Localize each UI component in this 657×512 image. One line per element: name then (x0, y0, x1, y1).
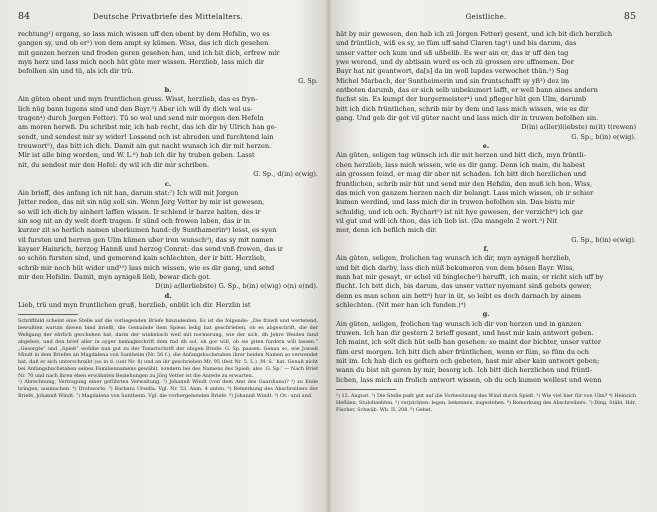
text-line: vil gut und will ich thon, das ich lieb ist. (Da mangeln 2 wort.⁵) Nit (336, 216, 558, 225)
footnote: ¹) 12. August. ²) Die Stelle paßt gut auf die Vorbesitzung des Wind durch Spieß. ³) Wie viel hier für von Ulm? ⁴) Heinrich Hefhlen, Stubdiaebten. ⁵) verjzichten: legen, bekennen, zugestehen. ⁶) Bemerkung des Abschreibers. ⁷) Ding. Stäbl, Hdr. Fischer, Schwäb. Wb. II, 208. ⁸) Gebet. (336, 393, 636, 413)
text-line: Ain güten, seligen, frolichen tag wunsch ich dir, myn aynigeß herzlieb, (336, 254, 571, 263)
text-line: das mich von ganzem herzen nach dir belangt. Lass mich wissen, ob ir schier (336, 188, 594, 197)
text-line: truwen. Ich han dir gestern 2 brieff gesant, und hast mir kain antwort geben. (336, 329, 594, 337)
right-footnote-divider (336, 389, 396, 390)
signature: D(in) a(llerliebste) G. Sp., b(in) e(wig) o(n) e(nd). (155, 282, 318, 291)
text-line: tragen⁴) durch Jorgen Fetter). Tü so wol und send mir morgen den Hefeln (18, 114, 264, 123)
letter-label: b. (164, 86, 172, 95)
text-line: lich nüg bann lugens sind und den Bayr.³) Aber ich will dy dich wol us- (18, 104, 253, 113)
signature: G. Sp. (298, 76, 318, 85)
letter-label: f. (483, 244, 489, 253)
text-line: Ain güten, seligen tag wünsch ich dir mit herzen und bitt dich, myn früntli- (336, 151, 586, 160)
text-line: Mir ist alle bing worden, und W. L.⁶) hab ich dir hy truben geben. Lasst (18, 151, 255, 160)
text-line: mir den Hefslin. Damit, myn aynigeß lieb, bewar dich got. (18, 272, 211, 281)
text-line: myn herz und lass mich noch hüt güte mer wissen. Herzlieb, lass mich dir (18, 58, 265, 67)
text-line: ywe werend, und dy abtissin wurd es och zü grossen ere uffnemen. Der (336, 58, 574, 67)
text-line: rechtung¹) ergang, so lass mich wissen uff den obent by dem Hefslin, wo es (18, 30, 270, 38)
right-running-title: Geistliche. (465, 12, 507, 21)
text-line: ain grossen feind, er mag dir aber nit schaden. Ich bitt dich herzlichen und (336, 170, 587, 179)
text-line: und bit dich darby, lass dich nüß bekumeren von dem bösen Bayr. Wiss, (336, 263, 575, 272)
text-line: Ain güten, seligen, frolichen tag wunsch ich dir von herzen und in ganzen (336, 319, 582, 328)
right-page (336, 10, 636, 502)
left-page-number: 84 (18, 11, 31, 22)
text-line: sin sog nit an dy welt dorft tragen. Ir sünd och frowen laben, das ir in (18, 216, 250, 225)
letter-label: d. (164, 291, 172, 300)
text-line: mit ganzen herzen und froden geren gesehen han, und ich bit dich, erfrew mir (18, 48, 280, 57)
text-line: Jetter reden, das nit sin nüg soll sin. Wenn Jerg Vetter by mir ist gewesen, (18, 198, 265, 207)
signature: G. Sp., b(in) e(wig). (571, 132, 636, 141)
text-line: unser vatter och kum und uß ußbelib. Es wer ain er, das ir uff den tag (336, 48, 569, 57)
text-line: kayser Hainrich, herzog Hannß und herzog Conrat: das send vnß frowen, das ir (18, 244, 284, 253)
left-running-title: Deutsche Privatbriefe des Mittelalters. (93, 12, 243, 21)
left-page-body (18, 30, 318, 310)
text-line: Ich maint, ich solt dich hüt selb han gesehen: so maint der bichter, unser vatter (336, 338, 602, 347)
text-line: vil fursten und herren gen Ulm kümen uber iren wunsch⁹), das sy mit namen (18, 235, 274, 244)
text-line: nit, du sendest mir den Hefel: dy wil ich dir mir schriben. (18, 160, 210, 169)
text-line: schrib mir noch hüt wider und¹⁰) lass mich wissen, wie es dir gang, und send (18, 263, 275, 272)
text-line: sendt, und sendest mir sy wider! Lossend och ist abreden und furchtend lain (18, 132, 274, 141)
text-line: flucht. Ich bitt dich, bis darum, das unser vatter nyemant sinß gebets gewer; (336, 282, 592, 291)
signature: G. Sp., b(in) e(wig). (571, 235, 636, 244)
text-line: chen herzlieb, lass mich wissen, wie es dir gang. Denn ich main, du habest (336, 160, 585, 169)
text-line: Lieb, trü und myn fruntlichen gruß, herzlieb, enbüt ich dir. Herzlin ist (18, 300, 251, 309)
footnote: ¹) Abrechnung, Vertragung einer geführten Verwaltung. ²) Johannß Windt (von dem Amt des Guardians)? ³) zu Ende bringen, ausmachen. ⁴) Drohworte. ⁵) Barbara Ursella. Vgl. Nr. 53, Anm. 4 unten. ⁶) Bemerkung des Abschreibers der Briefe, Johannß Windt. ⁷) Magdalena von Suntheim. Vgl. die vorhergehenden Briefe. ⁸) Johannß Windt. ⁹) Or.: und und. (18, 379, 318, 400)
text-line: schuldig, und ich och. Rychart⁵) ist nit hye gewesen, der verzicht⁶) ich gar (336, 207, 584, 216)
text-line: kumen werdind, und lass mich dir in truwen befolhen sin. Das bistu mir (336, 198, 575, 207)
text-line: mit im. Ich hab dich es geftern och gebeten, hast mir aber kain antwort geben; (336, 357, 600, 366)
left-page (18, 10, 318, 502)
letter-label: c. (164, 179, 172, 188)
right-footnotes (336, 393, 636, 413)
text-line: lichen, lass mich ain frolich antwort wissen, ob du och kumen wellest und wenn (336, 375, 602, 384)
text-line: und früntlich, wiß es sy, so füm uff sand Claren tag¹) und bis darum, das (336, 39, 577, 48)
text-line: befolhen sin und tü, als ich dir trü. (18, 67, 134, 76)
text-line: Michel Marbach, der Suntheimerin und sin fruntschafft sy yß³) dez im (336, 76, 570, 85)
signature: G. Sp., d(in) e(wig). (253, 170, 318, 179)
text-line: so schön fursten sind, und gemerend kain schlechten, der ir bitt. Herzlieb, (18, 254, 267, 263)
text-line: man hat mir gesayt, er schel vil bingleche³) herufft, ich main, er richt sich uff by (336, 272, 604, 281)
text-line: entboten darumb, das er sich selb unbekumert lafft, er well bann aines andern (336, 86, 598, 95)
text-line: so will ich dich by ainhert laffen wissen. Ir schlend ir barze halten, des ir (18, 207, 261, 216)
letter-label: g. (482, 310, 490, 319)
text-line: gang. Und geb dir got vil güter nacht und lass mich dir in truwen befolhen sin. (336, 114, 599, 123)
text-line: denn es man schon ain bett⁸) hur in üt, so leibt es doch darnach by ainem (336, 291, 582, 300)
text-line: gangen sy, und ob er²) von dem ampt sy kümen. Wiss, das ich dich gesehen (18, 39, 269, 48)
text-line: bitt ich dich früntlichen, schrib mir by dem und lass mich wissen, wie es dir (336, 104, 589, 113)
text-line: füm erst morgen. Ich bitt dich aber früntlichen, wenn er füm, so füm du och (336, 347, 589, 356)
right-page-body (336, 30, 636, 385)
left-footnotes (18, 318, 318, 400)
text-line: hät by mir gewesen, den hab ich zü Jorgen Fetter) gesent, und ich bit dich herzlich (336, 30, 613, 38)
text-line: Ain brieff, des anfang ich nit han, daruin stat:⁷) Ich will mit Jorgen (18, 188, 239, 197)
text-line: Bayr hat nit geantwort, da[s] da im woll lupdes verwochet thün.²) Sag (336, 67, 569, 76)
left-page-header (18, 10, 318, 24)
footnote: Schriftbild scheint eine Stelle auf die vorliegenden Briefe hinzudeuten. Es ist die folgende: „Die frawß und wertetend, bewußten warum diesen bind briefß, die Gemainde dem Spiess ledig hat geschrieben, ob es abgeschrift, die der Wellgang der ehrlich geschehen hat, darin der winkelisch weil mit normerung, wie der sich, dh Jehre Weiden fand abgeben, und den brief aller in ayger bemagkschrift dem rad dh sol, oh gor will, ob sie giten fordern will lassen.“ „Gesorgte“ und „Spieß“ wohlbe nun gut zu der Tonartschrift der obigen Briefe: G. Sp. passen. Genau so, wie Josseß Mindt in dem Briefen an Magdalena von Suntheim (Nr. 56 f.), die Anfangsbuchstaben ihrer beiden Namen so verwendet hat, daß er sich unterschreibt (so in d. (unt Nr. 8) und an ihr geschrieben Mr. 95 (fest Nr. 5. L.) ‚M. S.‘ hat. Genaß nicht bei Anfangsbuchstaben seines Familiennamens gewählt, sondern bei des Namens des Spieß; also ‚G. Sp.‘ — Nach Brief Nr. 70 und nach ihren eben erwähnten Beziehungen zu Jörg Vetter ist die Anrede zu erwarten. (18, 318, 318, 379)
letter-label: e. (482, 142, 490, 151)
text-line: am moren herwß. Du schribst mir, ich hab recht, das ich dir by Ulrich han ge- (18, 123, 277, 132)
text-line: wann du bist nit geren by mir, besorg ich. Ich bitt dich herzlichen und früntl- (336, 366, 592, 375)
right-page-header (336, 10, 636, 24)
signature: D(in) a(ller)l(iebste) m(it) t(rewen) (521, 123, 636, 132)
text-line: schlechten. (Nit mer han ich funden.)⁹) (336, 300, 466, 309)
text-line: mer, denn ich befilch mich dir. (336, 226, 437, 235)
left-footnote-divider (18, 314, 78, 315)
text-line: Ain güten obent und myn fruntlichen gruss. Wisst, herzlieb, das es fryn- (18, 95, 258, 104)
text-line: fuchst sin. Es kumpt der burgermeister⁴) und pfleger hüt gen Ulm, darumb (336, 95, 587, 104)
text-line: treuwort⁵), das bitt ich dich. Damit ain gut nacht wunsch ich dir mit herzen. (18, 142, 272, 151)
text-line: kurzer zit so herlich namen uberkumen hand: dy Sunthamerin⁸) lesst, es syen (18, 226, 277, 235)
right-page-number: 85 (623, 11, 636, 22)
text-line: fruntlichen, schrib mir hüt und send mir den Hefslin, den muß ich hon. Wiss, (336, 179, 592, 188)
